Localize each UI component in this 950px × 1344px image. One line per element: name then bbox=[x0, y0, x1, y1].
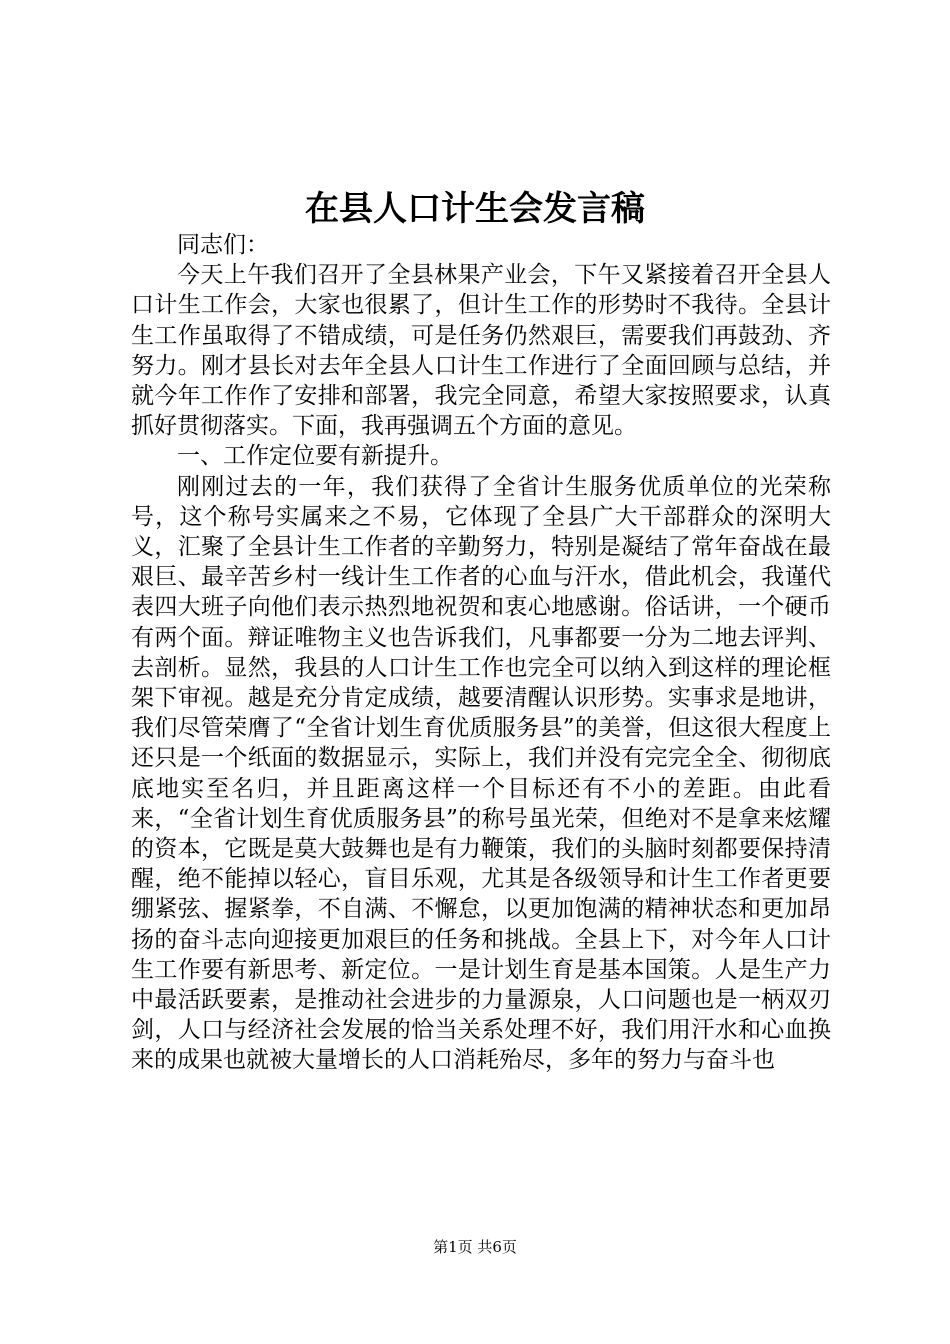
intro-paragraph: 今天上午我们召开了全县林果产业会，下午又紧接着召开全县人口计生工作会，大家也很累了，但计生工作的形势时不我待。全县计生工作虽取得了不错成绩，可是任务仍然艰巨，需要我们再鼓劲、齐努力。刚才县长对去年全县人口计生工作进行了全面回顾与总结，并就今年工作作了安排和部署，我完全同意，希望大家按照要求，认真抓好贯彻落实。下面，我再强调五个方面的意见。 bbox=[131, 262, 831, 440]
page-title: 在县人口计生会发言稿 bbox=[305, 189, 645, 229]
page-footer: 第1页 共6页 bbox=[433, 1238, 517, 1256]
body-paragraph: 刚刚过去的一年，我们获得了全省计生服务优质单位的光荣称号，这个称号实属来之不易，它体现了全县广大干部群众的深明大义，汇聚了全县计生工作者的辛勤努力，特别是凝结了常年奋战在最艰巨、最辛苦乡村一线计生工作者的心血与汗水，借此机会，我谨代表四大班子向他们表示热烈地祝贺和衷心地感谢。俗话讲，一个硬币有两个面。辩证唯物主义也告诉我们，凡事都要一分为二地去评判、去剖析。显然，我县的人口计生工作也完全可以纳入到这样的理论框架下审视。越是充分肯定成绩，越要清醒认识形势。实事求是地讲，我们尽管荣膺了“全省计划生育优质服务县”的美誉，但这很大程度上还只是一个纸面的数据显示，实际上，我们并没有完完全全、彻彻底底地实至名归，并且距离这样一个目标还有不小的差距。由此看来，“全省计划生育优质服务县”的称号虽光荣，但绝对不是拿来炫耀的资本，它既是莫大鼓舞也是有力鞭策，我们的头脑时刻都要保持清醒，绝不能掉以轻心，盲目乐观，尤其是各级领导和计生工作者更要绷紧弦、握紧拳，不自满、不懈怠，以更加饱满的精神状态和更加昂扬的奋斗志向迎接更加艰巨的任务和挑战。全县上下，对今年人口计生工作要有新思考、新定位。一是计划生育是基本国策。人是生产力中最活跃要素，是推动社会进步的力量源泉，人口问题也是一柄双刃剑，人口与经济社会发展的恰当关系处理不好，我们用汗水和心血换来的成果也就被大量增长的人口消耗殆尽，多年的努力与奋斗也 bbox=[131, 473, 831, 1074]
document-body bbox=[131, 230, 831, 1076]
section-heading: 一、工作定位要有新提升。 bbox=[177, 443, 453, 470]
salutation-paragraph: 同志们： bbox=[177, 232, 269, 258]
